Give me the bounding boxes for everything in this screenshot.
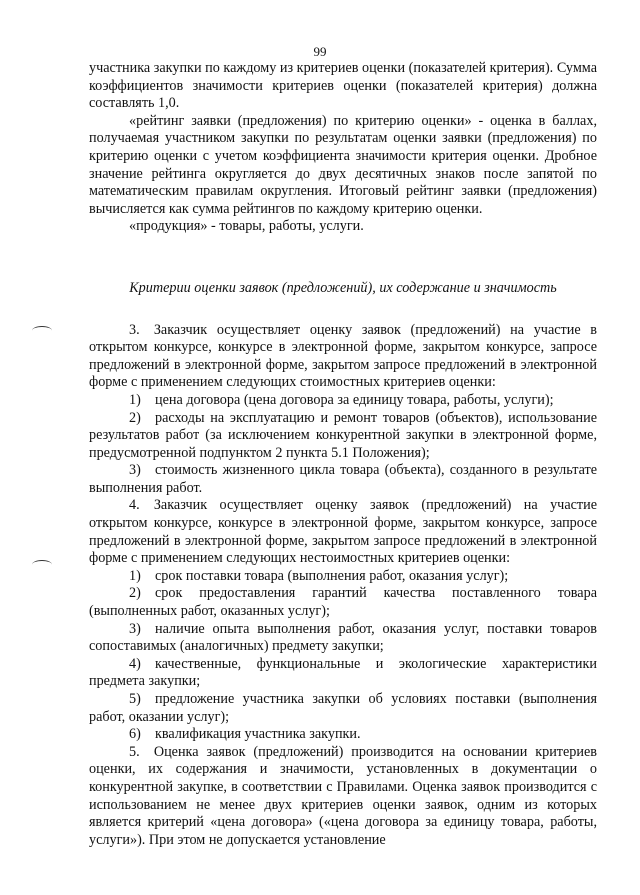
list-item: 1) цена договора (цена договора за единицу товара, работы, услуги); (129, 391, 554, 408)
list-item: 5. Оценка заявок (предложений) производится на основании критериев оценки, их содержания и значимости, установленных в документации о конкурентной закупке, в соответствии с Правилами. Оценка заявок производится с использованием не менее двух критериев оценки заявок, одним из которых является критерий «цена договора» («цена договора за единицу товара, работы, услуги»). При этом не допускается установление (89, 743, 597, 848)
list-item: 5) предложение участника закупки об условиях поставки (выполнения работ, оказании услуг); (89, 691, 597, 725)
list-item: 3. Заказчик осуществляет оценку заявок (предложений) на участие в открытом конкурсе, конкурсе в электронной форме, закрытом конкурсе, запросе предложений в электронной форме, закрытом запросе предложений в электронной форме с применением следующих стоимостных критериев оценки: (89, 321, 597, 391)
page-number: 99 (313, 44, 327, 59)
paragraph: «рейтинг заявки (предложения) по критерию оценки» - оценка в баллах, получаемая участником закупки по результатам оценки заявки (предложения) по критерию оценки с учетом коэффициента значимости критерия оценки. Дробное значение рейтинга округляется до двух десятичных знаков после запятой по математическим правилам округления. Итоговый рейтинг заявки (предложения) вычисляется как сумма рейтингов по каждому критерию оценки. (89, 112, 597, 217)
paragraph: участника закупки по каждому из критериев оценки (показателей критерия). Сумма коэффициентов значимости критериев оценки (показателей критерия) должна составлять 1,0. (89, 60, 597, 112)
list-item: 4. Заказчик осуществляет оценку заявок (предложений) на участие открытом конкурсе, конкурсе в электронной форме, закрытом конкурсе, запросе предложений в электронной форме, закрытом запросе предложений в электронной форме с применением следующих нестоимостных критериев оценки: (89, 497, 597, 567)
list-item: 4) качественные, функциональные и экологические характеристики предмета закупки; (89, 655, 597, 690)
list-item: 3) стоимость жизненного цикла товара (объекта), созданного в результате выполнения работ. (89, 462, 597, 496)
list-item: 1) срок поставки товара (выполнения работ, оказания услуг); (129, 567, 509, 584)
paragraph: «продукция» - товары, работы, услуги. (129, 218, 364, 235)
document-body (89, 60, 597, 849)
section-heading: Критерии оценки заявок (предложений), их содержание и значимость (129, 279, 557, 296)
list-item: 2) расходы на эксплуатацию и ремонт товаров (объектов), использование результатов работ (за исключением конкурентной закупки в электронной форме, предусмотренной подпунктом 2 пункта 5.1 Положения); (89, 409, 597, 461)
list-item: 2) срок предоставления гарантий качества поставленного товара (выполненных работ, оказанных услуг); (89, 585, 597, 620)
list-item: 3) наличие опыта выполнения работ, оказания услуг, поставки товаров сопоставимых (аналогичных) предмету закупки; (89, 620, 597, 655)
list-item: 6) квалификация участника закупки. (129, 726, 361, 743)
margin-mark (32, 326, 52, 335)
margin-mark (32, 560, 52, 569)
